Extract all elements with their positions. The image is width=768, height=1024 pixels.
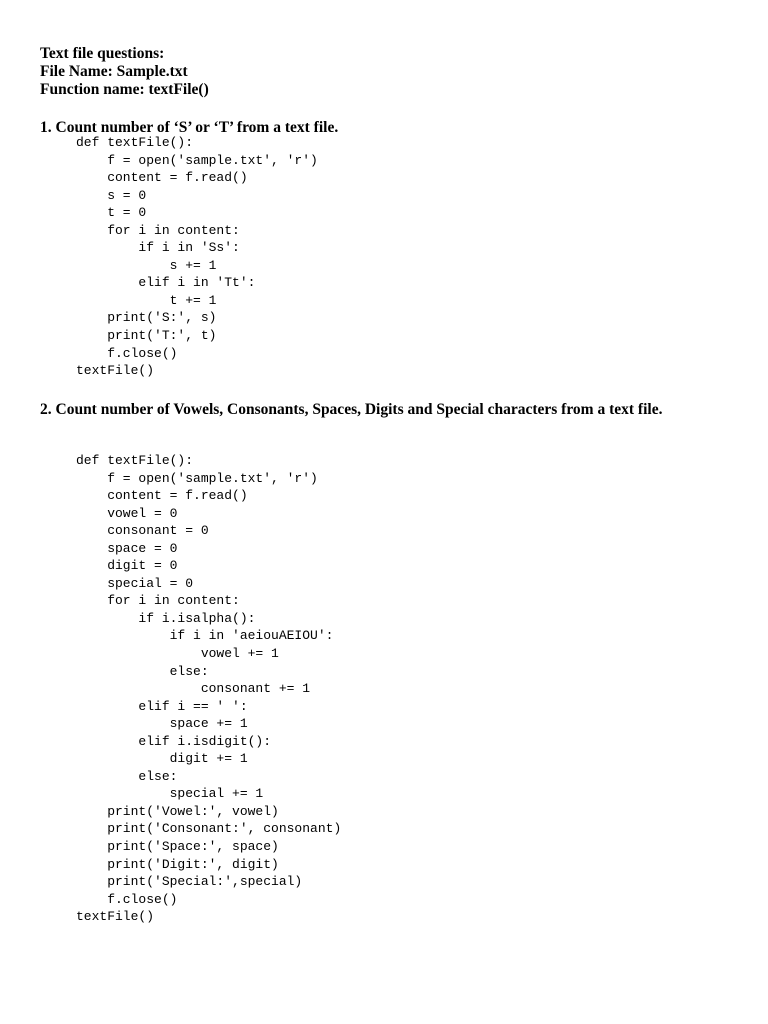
code-line: for i in content: [76,593,240,609]
code-line: print('S:', s) [76,310,217,326]
code-line: textFile() [76,909,155,925]
code-line: consonant = 0 [76,523,209,539]
code-line: t += 1 [76,292,217,308]
code-line: elif i == ' ': [76,698,248,714]
code-line: s = 0 [76,187,147,203]
code-line: special += 1 [76,786,264,802]
code-line: content = f.read() [76,170,248,186]
code-line: elif i in 'Tt': [76,275,256,291]
code-line: if i in 'aeiouAEIOU': [76,628,334,644]
question-1-title: 1. Count number of ‘S’ or ‘T’ from a text file. [40,119,339,136]
code-line: print('Digit:', digit) [76,856,279,872]
code-line: def textFile(): [76,453,194,468]
code-line: f.close() [76,891,178,907]
code-line: def textFile(): [76,135,194,150]
code-line: print('T:', t) [76,328,217,344]
code-line: space = 0 [76,540,178,556]
code-line: f.close() [76,345,178,361]
code-line: content = f.read() [76,488,248,504]
code-line: for i in content: [76,222,240,238]
code-line: space += 1 [76,716,248,732]
header-file-name: File Name: Sample.txt [40,63,188,80]
code-line: s += 1 [76,257,217,273]
code-line: vowel += 1 [76,646,279,662]
code-line: special = 0 [76,575,194,591]
code-line: f = open('sample.txt', 'r') [76,470,318,486]
code-line: print('Space:', space) [76,839,279,855]
header-function-name: Function name: textFile() [40,81,209,98]
code-line: if i.isalpha(): [76,610,256,626]
code-line: f = open('sample.txt', 'r') [76,152,318,168]
code-line: vowel = 0 [76,505,178,521]
code-line: print('Consonant:', consonant) [76,821,342,837]
code-line: print('Special:',special) [76,874,303,890]
code-line: print('Vowel:', vowel) [76,803,279,819]
code-line: t = 0 [76,205,147,221]
code-line: digit += 1 [76,751,248,767]
document-header [40,45,740,99]
code-line: if i in 'Ss': [76,240,240,256]
code-line: else: [76,663,209,679]
code-line: elif i.isdigit(): [76,733,272,749]
code-line: textFile() [76,363,155,379]
code-line: consonant += 1 [76,681,311,697]
question-2-code-block [76,452,341,926]
code-line: else: [76,768,178,784]
header-title: Text file questions: [40,45,165,62]
question-1-code-block [76,134,318,380]
question-2-title: 2. Count number of Vowels, Consonants, Spaces, Digits and Special characters from a text file. [40,401,663,418]
code-line: digit = 0 [76,558,178,574]
